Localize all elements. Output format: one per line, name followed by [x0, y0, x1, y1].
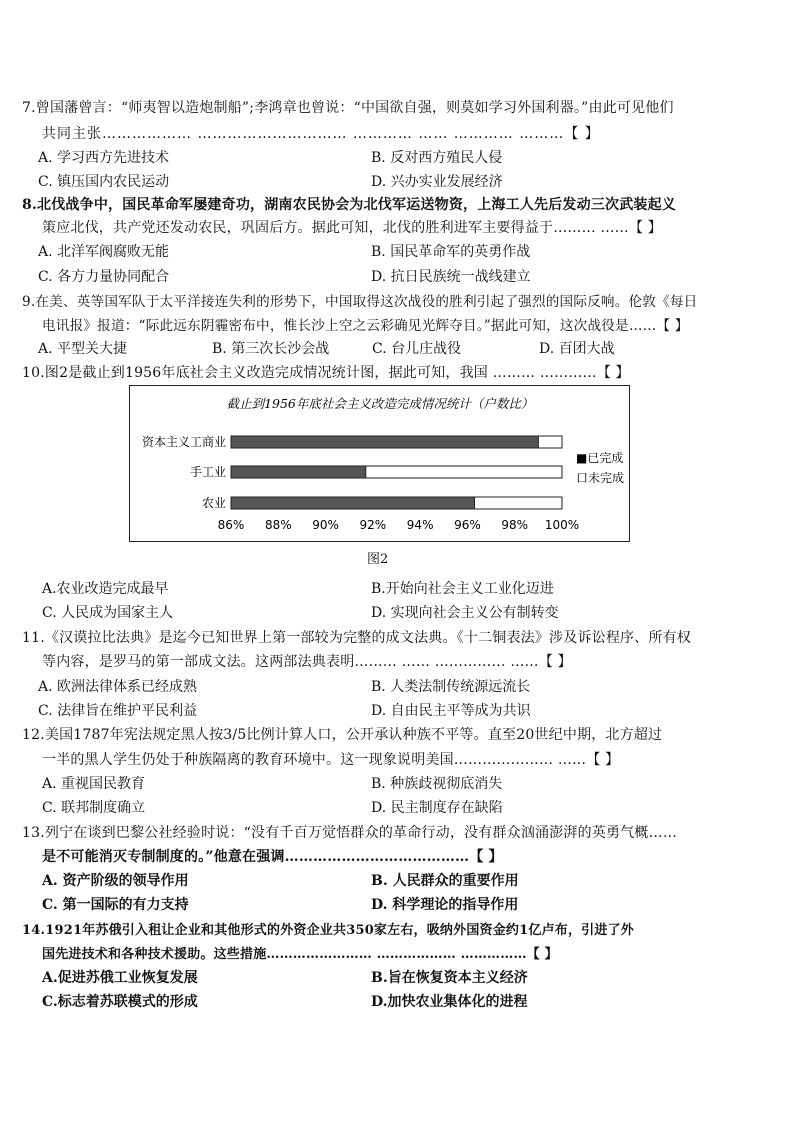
bar-completed — [231, 497, 475, 509]
chart-title: 截止到1956年底社会主义改造完成情况统计（户数比） — [226, 396, 534, 411]
q7-option-b: B. 反对西方殖民人侵 — [371, 150, 503, 166]
q13-option-b: B. 人民群众的重要作用 — [371, 873, 519, 889]
x-tick-label: 88% — [264, 518, 292, 532]
bar-completed — [231, 466, 366, 478]
category-label: 资本主义工商业 — [141, 435, 226, 449]
q14-option-d: D.加快农业集体化的进程 — [371, 994, 528, 1010]
x-tick-label: 98% — [501, 518, 529, 532]
q9-stem-line1: 9.在美、英等国军队于太平洋接连失利的形势下，中国取得这次战役的胜利引起了强烈的国际反响。伦敦《每日 — [22, 294, 698, 310]
q8-option-a: A. 北洋军阀腐败无能 — [38, 244, 170, 260]
x-tick-label: 86% — [217, 518, 245, 532]
q14-option-b: B.旨在恢复资本主义经济 — [371, 970, 528, 986]
q8-option-c: C. 各方力量协同配合 — [38, 269, 170, 285]
q12-option-b: B. 种族歧视彻底消失 — [371, 776, 503, 792]
x-tick-label: 100% — [544, 518, 580, 532]
q14-option-a: A.促进苏俄工业恢复发展 — [42, 970, 198, 986]
chart-canvas — [130, 386, 629, 541]
x-tick-label: 94% — [406, 518, 434, 532]
q11-option-d: D. 自由民主平等成为共识 — [371, 703, 531, 719]
q11-stem-line1: 11.《汉谟拉比法典》是迄今已知世界上第一部较为完整的成文法典。《十二铜表法》涉及诉讼程序、所有权 — [22, 630, 692, 646]
legend-completed: ■已完成 — [576, 451, 624, 465]
chart-x-ticks — [218, 518, 579, 532]
q13-option-d: D. 科学理论的指导作用 — [371, 897, 519, 913]
q10-option-b: B.开始向社会主义工业化迈进 — [371, 581, 554, 597]
q12-option-a: A. 重视国民教育 — [42, 776, 146, 792]
q12-option-d: D. 民主制度存在缺陷 — [371, 800, 503, 816]
q12-stem-line1: 12.美国1787年宪法规定黑人按3/5比例计算人口，公开承认种族不平等。直至20世纪中期，北方超过 — [22, 727, 663, 743]
q7-stem-line1: 7.曾国藩曾言：“师夷智以造炮制船”;李鸿章也曾说：“中国欲自强，则莫如学习外国利器。”由此可见他们 — [22, 100, 674, 116]
q11-option-c: C. 法律旨在维护平民利益 — [38, 703, 198, 719]
q13-option-a: A. 资产阶级的领导作用 — [42, 873, 189, 889]
q10-option-a: A.农业改造完成最早 — [42, 581, 169, 597]
q8-option-d: D. 抗日民族统一战线建立 — [371, 269, 531, 285]
q9-option-b: B. 第三次长沙会战 — [212, 341, 330, 357]
legend-not-completed: 口未完成 — [576, 471, 625, 485]
q7-option-d: D. 兴办实业发展经济 — [371, 174, 503, 190]
q9-option-c: C. 台儿庄战役 — [372, 341, 462, 357]
q7-option-c: C. 镇压国内农民运动 — [38, 174, 170, 190]
q12-option-c: C. 联邦制度确立 — [42, 800, 146, 816]
q13-stem-line1: 13.列宁在谈到巴黎公社经验时说：“没有千百万觉悟群众的革命行动，没有群众汹涌澎湃的英勇气概…… — [22, 825, 678, 841]
q8-stem-line1: 8.北伐战争中，国民革命军屡建奇功，湖南农民协会为北伐军运送物资，上海工人先后发动三次武装起义 — [22, 197, 677, 213]
q11-option-b: B. 人类法制传统源远流长 — [371, 679, 531, 695]
q8-stem-line2: 策应北伐，共产党还发动农民，巩固后方。据此可知，北伐的胜利进军主要得益于……… ……【 】 — [42, 220, 662, 236]
bar-completed — [231, 436, 538, 448]
chart-bars — [142, 434, 562, 510]
q9-stem-line2: 电讯报》报道：“际此远东阴霾密布中，惟长沙上空之云彩确见光辉夺目。”据此可知，这次战役是……【 】 — [42, 318, 689, 334]
q11-stem-line2: 等内容，是罗马的第一部成文法。这两部法典表明……… …… …………… ……【 】 — [42, 654, 572, 670]
q7-option-a: A. 学习西方先进技术 — [38, 150, 170, 166]
category-label: 农业 — [201, 496, 226, 510]
q7-stem-line2: 共同主张……………… ………………………… ………… …… ………… ………【 】 — [42, 126, 600, 142]
q13-stem-line2: 是不可能消灭专制制度的。”他意在强调…………………………………【 】 — [42, 849, 503, 865]
q9-option-a: A. 平型关大捷 — [38, 341, 128, 357]
x-tick-label: 96% — [454, 518, 481, 532]
q8-option-b: B. 国民革命军的英勇作战 — [371, 244, 531, 260]
q14-stem-line2: 国先进技术和各种技术援助。这些措施…………………… ……………… ……………【 】 — [42, 947, 558, 962]
q12-stem-line2: 一半的黑人学生仍处于种族隔离的教育环境中。这一现象说明美国………………… ……【 】 — [42, 752, 620, 768]
q14-stem-line1: 14.1921年苏俄引入租让企业和其他形式的外资企业共350家左右，吸纳外国资金约1亿卢布，引进了外 — [22, 923, 634, 938]
q10-option-c: C. 人民成为国家主人 — [42, 605, 174, 621]
x-tick-label: 90% — [312, 518, 339, 532]
q10-stem-line1: 10.图2是截止到1956年底社会主义改造完成情况统计图，据此可知，我国 ……… …………【 】 — [22, 365, 630, 381]
q13-option-c: C. 第一国际的有力支持 — [42, 897, 189, 913]
q14-option-c: C.标志着苏联模式的形成 — [42, 994, 198, 1010]
q10-option-d: D. 实现向社会主义公有制转变 — [371, 605, 559, 621]
q11-option-a: A. 欧洲法律体系已经成熟 — [38, 679, 198, 695]
category-label: 手工业 — [189, 465, 226, 479]
q9-option-d: D. 百团大战 — [539, 341, 615, 357]
x-tick-label: 92% — [359, 518, 387, 532]
completion-bar-chart — [129, 385, 630, 542]
figure-caption: 图2 — [367, 552, 389, 567]
